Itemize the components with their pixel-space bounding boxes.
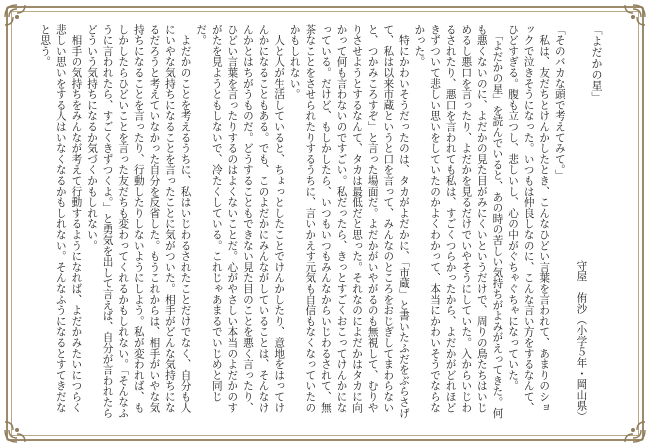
author-affiliation: （小学５年・岡山県） [575,314,588,422]
paragraph: 「よだかの星」を読んでいると、あの時の苦しい気持ちがよみがえってきた。何も悪くないのに、よだかの見た目がみにくいというだけで、周りの鳥たちはいじめるし悪口を言ったり、よだかを見るだけでいやそうにしていた。入からいじわるされたり、悪口を言われても私は、すごくつらかったから、よだかがどれほどきずついて悲しい思いをしていたのかよくわかって、本当にかわいそうでならなかった。 [413,24,504,419]
corner-ornament-icon [619,3,647,31]
paragraph: 特にかわいそうだったのは、タカがよだかに、「市蔵」と書いたふだをぶらさげて、私は以来市蔵というと口を言って、みんなのところをおじぎしてまわらないと、つかみころすぞ」と言った場面だ。よだかがいやがるのも無視して、むりやりさせようとするなんて、タカは最低だと思った。それなのによだかはタカに向かって何も言わないのですごい。私だったら、きっとすごくおこってけんかになっている。だけど、もしかしたら、いつもいつもみんなからいじわるされて、無茶なことをさせられたりするうちに、言いかえす元気も自信もなくなっていたのかもしれない。 [288,24,410,419]
corner-ornament-icon [3,3,31,31]
essay-title: 「よだかの星」 [590,24,603,103]
paragraph: 「そのバカな頭で考えてみて。」 [553,24,566,181]
paragraph: 相手の気持ちをみんなが考えて行動するようになれば、よだかみたいにつらく悲しい思いをする人はいなくなるかもしれない。そんなふうになるとすてきだなと思う。 [39,24,83,413]
corner-ornament-icon [3,416,31,444]
author-name: 守屋 侑沙 [575,260,588,314]
paragraph: 私は、友だちとけんかしたとき、こんなひどい言葉を言われて、あまりのショックで泣きそうになった。いつもは仲良しなのに、こんな言い方をするなんて、ひどすぎる。腹も立つし、悲しいし、心の中がぐちゃぐちゃになっていた。 [507,24,551,413]
paragraph: 人と人が生活していると、ちょっとしたことでけんかしたり、意地をはってけんかになることもある。でも、このよだかにみんながしていることは、そんなけんかとはちがうものだ。どうすることもできない見た目のことを悪く言ったり、ひどい言葉を言ったりするのはよくないことだ。心がやさしい本当のよだかのすがたを見ようともしないで、冷たくしている。これじゃあまるでいじめと同じだ。 [195,24,286,413]
corner-ornament-icon [619,416,647,444]
paragraph: よだかのことを考えるうちに、私はいじわるされたことだけでなく、自分も人にいやな気持ちになることを言ったことに気がついた。相手がどんな気持ちになるだろうと考えていなかった自分を反省した。もうこれからは、相手がいやな気持ちになることを言ったり、行動したりしないようにしよう。私が変われば、もしかしたらひどいことを言った友だちも変わってくれるかもしれない。「そんなふうに言われたら、すごくきずつくよ。」と勇気を出して言えば、自分が言われたらどういう気持ちになるか気づくかもしれない。 [86,24,192,419]
author-byline [573,24,589,422]
essay-body [38,24,614,422]
